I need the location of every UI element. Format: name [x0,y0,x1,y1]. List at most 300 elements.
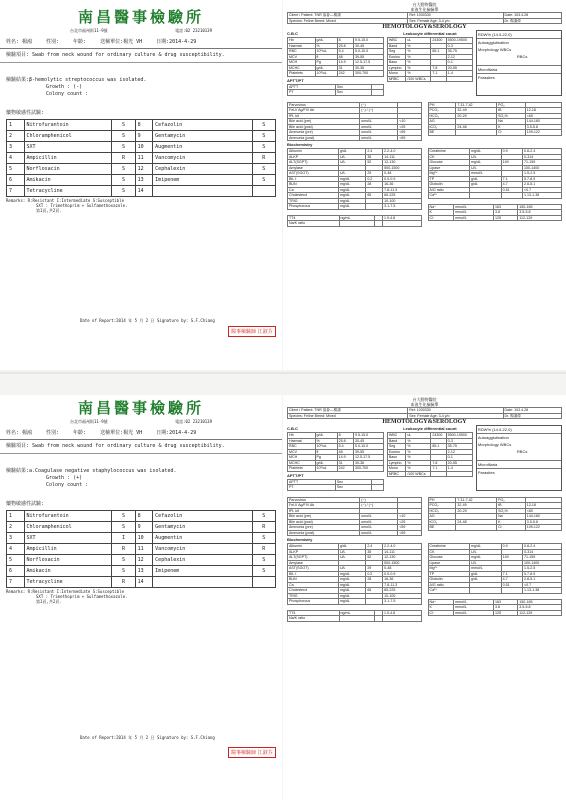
cell: Ca [288,187,339,193]
susceptibility: R [252,522,275,533]
cell: Ammonia (pre) [288,525,360,531]
legend-line: Remarks: R:Resistant I:Intermediate S:Susceptible [6,589,125,594]
cell: 112-129 [518,610,562,616]
cell: Ammonia (post) [288,135,360,141]
cell: 0-48 [383,566,421,572]
susceptibility: S [252,164,275,175]
antibiotic-number: 10 [135,533,153,544]
cell: g/dL [315,460,337,466]
cell: mg/dL [338,187,365,193]
cell: 28 [366,577,383,583]
cell: Na/K ratio [288,616,340,622]
antibiotic-name: SXT [24,142,112,153]
cell: (−) / (−) [360,503,398,509]
cell: mg/dL [338,599,365,605]
cell: PO₂ [497,497,526,503]
antibiotic-number: 3 [7,533,25,544]
antibiotic-name: Norfloxacin [24,555,112,566]
cell: 7.1 [501,571,522,577]
antibiotic-name: Cephalexin [153,164,252,175]
patient-age: 年齡: [73,39,87,45]
cell: 0.2 [366,571,383,577]
cell: 14-111 [383,549,421,555]
cell: 112-129 [518,215,562,221]
cell: Eosino [387,54,405,60]
cell: 20-29 [456,508,497,514]
aptt-header: APTT/PT [287,77,304,83]
tt4-row [288,221,422,227]
cell: 52 [366,555,383,561]
cell: /100 WBCs [406,471,431,477]
cell: 5.0-10.0 [353,444,383,450]
cell: Seg [387,444,405,450]
antibiotic-name: Cefazolin [153,120,252,131]
cell: TP [428,176,470,182]
biochem-row [428,193,562,199]
cell: Amylase [288,165,339,171]
cell: BUN [288,182,339,188]
cell: MCV [288,54,316,60]
cell [501,588,522,594]
cell: Baso [387,60,405,66]
cell [456,525,497,531]
cell [382,616,421,622]
cell: g/dL [315,65,337,71]
cell: Ammonia (post) [288,530,360,536]
cell: 31 [337,65,353,71]
cell: 7.31-7.42 [456,497,497,503]
cell [501,193,522,199]
cell: 144-160 [525,514,561,520]
cbc-header: C.B.C [287,31,298,36]
cell: 14-111 [383,154,421,160]
legend-line: 第1頁,共2頁. [36,599,62,604]
cell: BIL t [288,176,339,182]
antibiotic-row [7,142,276,153]
cell: U/L [470,154,502,160]
cell: Na⁺ [428,599,454,605]
cell: Bile acid (pre) [288,119,360,125]
lab-phone: 電話:02 23210139 [175,419,212,424]
cell: <60 [525,113,561,119]
cell: 65-225 [383,193,421,199]
cell: 1.9-4.8 [382,215,421,221]
date: Date: 103.4.28 [503,408,561,414]
antibiotic-number: 6 [7,175,25,186]
antibiotic-number: 1 [7,511,25,522]
legend-line: 第1頁,共2頁. [36,208,62,213]
cell: <25 [398,124,421,130]
susceptibility: S [252,120,275,131]
cell: % [406,54,431,60]
cell: <10 [398,514,421,520]
cell: 85.1 [431,49,446,55]
cell: Bile acid (post) [288,519,360,525]
cell: 7.1 [431,71,446,77]
cell [366,599,383,605]
cell: 32-49 [456,503,497,509]
antibiotic-row [7,566,276,577]
cell: 20-55 [446,460,472,466]
antibiotic-row [7,120,276,131]
cell: 100-1400 [523,560,562,566]
cell: <10 [398,119,421,125]
antibiotic-name: Imipenem [153,175,252,186]
lab-title: 南昌醫事檢驗所 [77,8,204,26]
antibiotic-name: Nitrofurantoin [24,120,112,131]
cell: Phosphorous [288,204,339,210]
cell: U/L [470,549,502,555]
antibiotic-number: 11 [135,153,153,164]
cell: mmol/L [454,599,494,605]
cell: NRBC [387,76,405,82]
serology-row [288,135,422,141]
electrolyte-row [428,610,562,616]
cell: Parvovirus [288,497,360,503]
cell: 8 [337,433,353,439]
cell: 71-159 [523,160,562,166]
cell: APTT [288,84,336,90]
cell: SO₂% [497,508,526,514]
cell: Albumin [288,149,339,155]
cell: 12.5-17.5 [353,455,383,461]
cell [339,616,374,622]
cell: 39-55 [353,449,383,455]
antibiotic-number: 2 [7,131,25,142]
cell: % [406,466,431,472]
hospital-name: 台大動物醫院 [412,2,437,7]
cell: 10³/uL [315,466,337,472]
cell: 0-1 [446,455,472,461]
antibiotic-table [6,119,276,197]
cell: U/L [338,549,365,555]
cell: PT [288,90,336,96]
cell: K [497,124,526,130]
cell: 14.9 [337,60,353,66]
leuko-header: Leukocyte differential count [403,31,457,36]
cell [446,471,472,477]
page-divider [0,372,566,374]
susceptibility: R [252,153,275,164]
cell: 3.5-5.8 [518,210,562,216]
department: 血液生化檢驗單 [410,402,439,407]
cell: % [406,460,431,466]
cell: 3.1-7.5 [383,599,421,605]
biochem-row [288,204,422,210]
cell: 0.9 [501,544,522,550]
lab-address: 台北市福州街11-9號 [70,419,108,424]
cell: 1-4 [446,466,472,472]
cell: Lympho [387,65,405,71]
cell: Hb [288,433,316,439]
cell: 52 [366,160,383,166]
cell: 16-36 [383,577,421,583]
cell: 1.5-2.5 [523,171,562,177]
susceptibility: S [252,142,275,153]
cell: mg/dL [338,198,365,204]
rbcs: RBCs [516,449,528,454]
lab-report-1 [0,0,282,370]
antibiotic-number: 5 [7,164,25,175]
parasites: Parasites [477,468,561,476]
cell: 0.0-0.9 [383,176,421,182]
cell: umol/L [360,130,398,136]
cell: U/L [470,165,502,171]
antibiotic-name: Amikacin [24,566,112,577]
patient-age: 年齡: [73,430,87,436]
cell: ALT(SGPT) [288,160,339,166]
patient-name: 姓名: 楊鴻 [6,430,33,436]
submitting-unit: 送檢單位:楊光 VH [100,39,143,45]
cell: tCO₂ [428,519,456,525]
antibiotic-row [7,511,276,522]
cell: U/L [338,154,365,160]
antibiotic-number: 2 [7,522,25,533]
hematology-report-1 [283,0,566,370]
cell: 4.7 [501,577,522,583]
cbc-row [288,466,384,472]
lab-phone: 電話:02 23210139 [175,28,212,33]
cell: WBC [387,433,405,439]
cell: 0.51 [501,187,522,193]
cell: 30-45 [353,43,383,49]
cell: 144-160 [525,119,561,125]
cell: g/dL [470,176,502,182]
abx-table-wrap [0,119,282,197]
cell: Cl [497,525,526,531]
susceptibility [252,186,275,197]
cell: Bile acid (post) [288,124,360,130]
susceptibility: S [112,522,135,533]
cell: 29 [366,566,383,572]
ref-no: Ref: 1030330 [408,13,503,19]
antibiotic-name: Cephalexin [153,555,252,566]
cell: Cl⁻ [428,610,454,616]
cell: g/dL [470,577,502,583]
cell: tCO₂ [428,124,456,130]
cell: 12-18 [525,503,561,509]
susceptibility: S [252,555,275,566]
date: Date: 103.4.28 [503,13,561,19]
cell: 7.31-7.42 [456,102,497,108]
cell: Lympho [387,460,405,466]
antibiotic-row [7,164,276,175]
signature-stamp: 醫事檢驗師 江淑芬 [228,326,276,337]
cell: PH [428,102,456,108]
antibiotic-number: 12 [135,164,153,175]
diff-row [387,76,472,82]
cell: FeLV Ag/FIV Ab [288,503,360,509]
cell: Lipase [428,165,470,171]
antibiotic-row [7,153,276,164]
aptt-row [288,485,384,491]
cell: umol/L [360,530,398,536]
cell: 125 [494,610,518,616]
antibiotic-number: 7 [7,577,25,588]
ref-no: Ref: 1030330 [408,408,503,414]
antibiotic-name: Norfloxacin [24,164,112,175]
cell: mg/dL [470,544,502,550]
cell: U/L [338,160,365,166]
susceptibility: S [112,511,135,522]
signature-stamp: 醫事檢驗師 江淑芬 [228,747,276,758]
cell: g/dL [338,149,365,155]
patient-info [0,33,282,49]
cell: Sec [335,84,371,90]
cell: AG [428,119,456,125]
cell [382,221,421,227]
cell: Sec [335,90,371,96]
cell [431,76,446,82]
cell: 300-700 [353,71,383,77]
cell: A/G ratio [428,582,470,588]
antibiotic-number: 9 [135,131,153,142]
cell: umol/L [360,124,398,130]
patient-sex: 性別: [46,39,60,45]
antibiotic-name: Tetracycline [24,577,112,588]
cell: 0-3 [446,43,472,49]
hematology-report-2 [283,395,566,800]
cell: 3.1-7.5 [383,204,421,210]
cell: 7.8 [431,460,446,466]
cell: <60 [525,508,561,514]
cell: TT4 [288,215,340,221]
cell: Ca²⁺ [428,193,470,199]
cell: TRIG [288,198,339,204]
lab-title: 南昌醫事檢驗所 [77,399,204,417]
cell: Sec [335,479,371,485]
cell [446,76,472,82]
cell: 7.8-11.3 [383,582,421,588]
antibiotic-name: Cefazolin [153,511,252,522]
cbc-row [288,71,384,77]
antibiotic-name: Nitrofurantoin [24,511,112,522]
cell: Eosino [387,449,405,455]
cell: 0.51 [501,582,522,588]
cell: 10-100 [383,593,421,599]
cell: 2.8-5.1 [523,577,562,583]
cell: 35-75 [446,49,472,55]
antibiotic-number: 8 [135,120,153,131]
cell: <59 [398,530,421,536]
cell: 65 [366,588,383,594]
cell: 35 [366,549,383,555]
cell: % [406,444,431,450]
cell: 4.7 [501,182,522,188]
antibiotic-number: 4 [7,544,25,555]
cell: Ca²⁺ [428,588,470,594]
cell: TT4 [288,610,340,616]
cell: 149 [501,160,522,166]
cell: MCV [288,449,316,455]
cell: 12-130 [383,555,421,561]
cell: g/dL [338,544,365,550]
cell: U/L [338,171,365,177]
cell: <59 [398,525,421,531]
hospital-name: 台大動物醫院 [412,397,437,402]
report-date: 日期:2014-4-29 [156,430,197,436]
patient-name: 姓名: 楊鴻 [6,39,33,45]
cell: 31 [337,460,353,466]
antibiotic-number: 11 [135,544,153,555]
cell: 12.5-17.5 [353,60,383,66]
cell: mg/dL [338,571,365,577]
cell [339,221,374,227]
cell: 1.13-1.38 [523,588,562,594]
cell: FeLV Ag/FIV Ab [288,108,360,114]
submitting-unit: 送檢單位:楊光 VH [100,430,143,436]
section-title: HEMOTOLOGY&SEROLOGY [382,24,467,30]
cell: 2-12 [446,449,472,455]
cell: 30-36 [353,460,383,466]
colony-count: Colony count : [46,91,89,97]
cell: 1-4 [446,71,472,77]
antibiotic-row [7,131,276,142]
cell: Band [387,438,405,444]
cell: mg/dL [338,176,365,182]
biochem-row [428,588,562,594]
cell: A/G ratio [428,187,470,193]
cell: SO₂% [497,113,526,119]
cell: 0.0-0.9 [383,571,421,577]
cell: Cholesterol [288,588,339,594]
cell: CK [428,549,470,555]
cell: TP [428,571,470,577]
cell: 7.8 [431,65,446,71]
cell: mmol/L [454,605,494,611]
cell: 10-100 [383,198,421,204]
antibiotic-row [7,533,276,544]
cell: MCHC [288,65,316,71]
cell: 3.8 [494,210,518,216]
cell: Phosphorous [288,599,339,605]
cell: 500-1500 [383,560,421,566]
abx-table-wrap [0,510,282,588]
cell: 100-1400 [523,165,562,171]
cell: 0-314 [523,549,562,555]
susceptibility: S [252,175,275,186]
cell: Pg [315,60,337,66]
cell: Cl [497,130,526,136]
cell: 7.8-11.3 [383,187,421,193]
cell: uL [406,38,431,44]
cell: Lipase [428,560,470,566]
cell: /100 WBCs [406,76,431,82]
cell [374,221,382,227]
autoagglutination: Autoagglutination [477,435,509,440]
doctor: Dr. 楊鴻偉 [503,18,561,24]
cbc-header: C.B.C [287,426,298,431]
cell: U/L [338,566,365,572]
antibiotic-name: Ampicillin [24,153,112,164]
cell: 163 [494,599,518,605]
cell: 2.2-4.0 [383,149,421,155]
cell: PT [288,485,336,491]
cell: mg/dL [338,588,365,594]
cell: mg/dL [338,582,365,588]
cell: 5.7-8.9 [523,571,562,577]
diff-row [387,471,472,477]
cell: 39-55 [353,54,383,60]
cell: Creatinine [428,544,470,550]
cell: 48 [337,54,353,60]
species: Species: Feline Breed: Mixed [288,18,408,24]
cell: 242 [337,71,353,77]
cell: RBC [288,444,316,450]
morphology: Morphology WBCs [477,47,512,52]
cell: 0-1 [446,60,472,66]
cell: mmol/L [454,610,494,616]
